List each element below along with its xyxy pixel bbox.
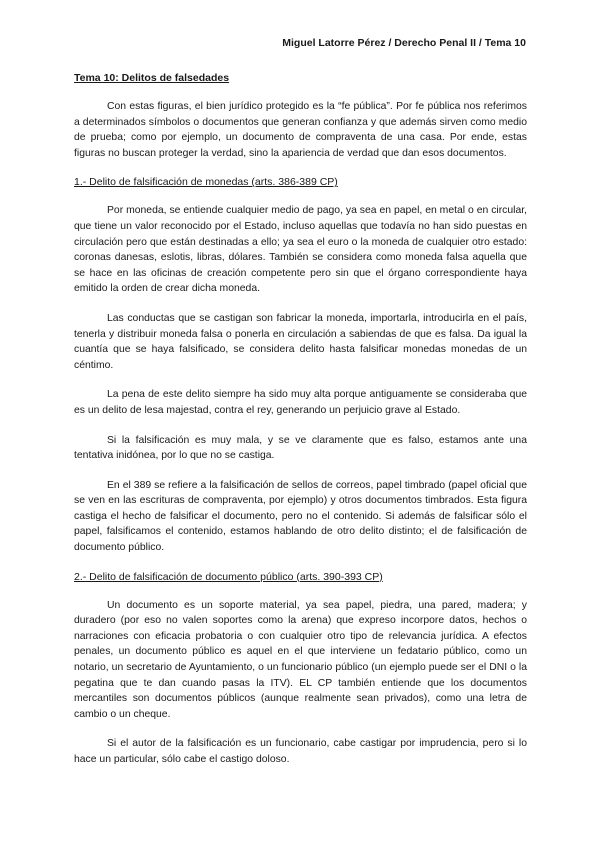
intro-paragraph: Con estas figuras, el bien jurídico protegido es la “fe pública”. Por fe pública nos referimos a determinados símbolos o documentos que generan confianza y que además sirven como medio de prueba; como por ejemplo, un documento de compraventa de una casa. Por ende, estas figuras no buscan proteger la verdad, sino la apariencia de verdad que dan esos documentos.	[74, 101, 527, 159]
paragraph: Si la falsificación es muy mala, y se ve claramente que es falso, estamos ante una tentativa inidónea, por lo que no se castiga.	[74, 434, 527, 462]
paragraph: Las conductas que se castigan son fabricar la moneda, importarla, introducirla en el país, tenerla y distribuir moneda falsa o ponerla en circulación a sabiendas de que es falsa. Da igual la cuantía que se haya falsificado, se considera delito hasta falsificar monedas monedas de un céntimo.	[74, 312, 527, 371]
paragraph: La pena de este delito siempre ha sido muy alta porque antiguamente se consideraba que es un delito de lesa majestad, contra el rey, generando un perjuicio grave al Estado.	[74, 389, 527, 416]
paragraph: Por moneda, se entiende cualquier medio de pago, ya sea en papel, en metal o en circular, que tiene un valor reconocido por el Estado, incluso aquellas que todavía no han sido puestas en circulación pero que están destinadas a ello; ya sea el euro o la moneda de cualquier otro estado: coronas danesas, eslotis, libras, dólares. También se considera como moneda falsa aquella que se hace en las oficinas de creación competente pero sin que el órgano correspondiente haya emitido la orden de crear dicha moneda.	[74, 205, 527, 295]
paragraph: En el 389 se refiere a la falsificación de sellos de correos, papel timbrado (papel oficial que se ven en las escrituras de compraventa, por ejemplo) y otros documentos timbrados. Esta figura castiga el hecho de falsificar el documento, pero no el contenido. Si además de falsificar sólo el papel, falsificamos el contenido, estamos hablando de otro delito distinto; el de falsificación de documento público.	[74, 479, 527, 554]
document-title: Tema 10: Delitos de falsedades	[74, 72, 230, 84]
running-header: Miguel Latorre Pérez / Derecho Penal II / Tema 10	[282, 37, 526, 49]
section-heading-monedas: 1.- Delito de falsificación de monedas (arts. 386-389 CP)	[74, 176, 338, 189]
section-heading-documento-publico: 2.- Delito de falsificación de documento público (arts. 390-393 CP)	[74, 570, 383, 583]
paragraph: Si el autor de la falsificación es un funcionario, cabe castigar por imprudencia, pero si lo hace un particular, sólo cabe el castigo doloso.	[74, 738, 527, 765]
document-body	[74, 71, 527, 782]
paragraph: Un documento es un soporte material, ya sea papel, piedra, una pared, madera; y duradero (por eso no valen soportes como la arena) que expreso incorpore datos, hechos o narraciones con eficacia probatoria o con cualquier otro tipo de relevancia jurídica. A efectos penales, un documento público es aquel en el que interviene un fedatario público, como un notario, un secretario de Ayuntamiento, o un funcionario público (un ejemplo puede ser el DNI o la pegatina que te dan cuando pasas la ITV). EL CP también entiende que los documentos mercantiles son documentos públicos (aunque realmente sean privados), como una letra de cambio o un cheque.	[74, 599, 527, 720]
